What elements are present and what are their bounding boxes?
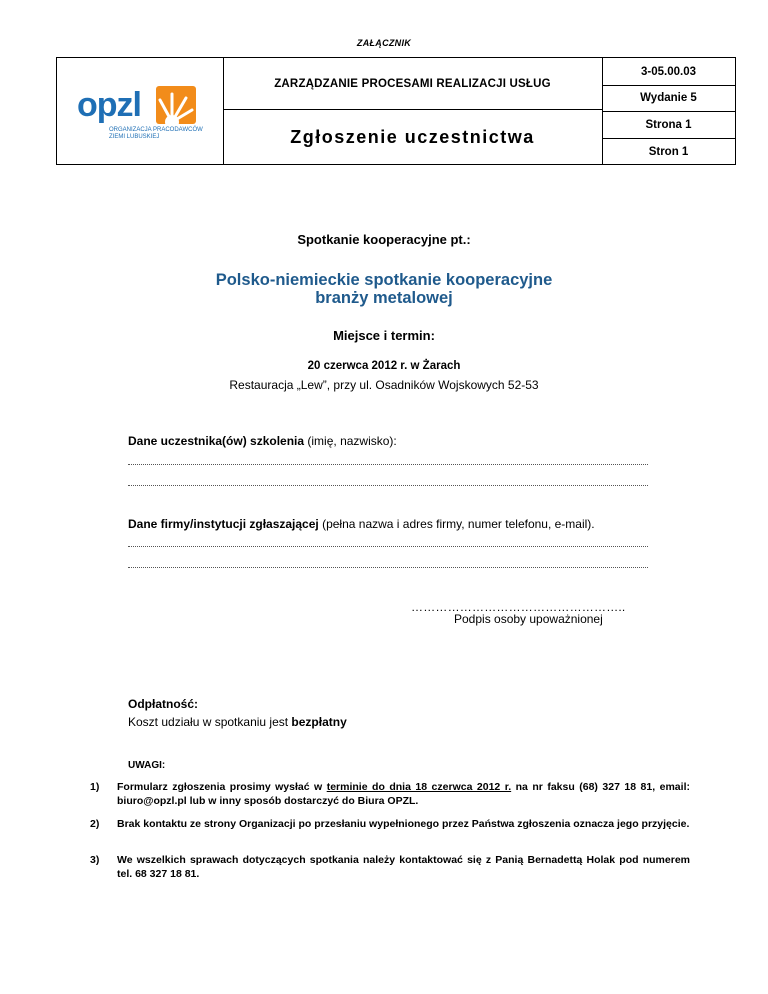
participant-field-line-1[interactable]	[128, 464, 648, 465]
meeting-title-line2: branży metalowej	[315, 289, 453, 307]
note-number: 1)	[90, 781, 100, 793]
meeting-venue: Restauracja „Lew”, przy ul. Osadników Wojskowych 52-53	[229, 378, 539, 392]
signature-line[interactable]: ……………………………………………..	[411, 600, 626, 614]
note-text	[117, 780, 690, 808]
note-number: 2)	[90, 818, 100, 830]
logo-subtitle-line1: ORGANIZACJA PRACODAWCÓW	[109, 127, 203, 133]
participant-label-rest: (imię, nazwisko):	[304, 434, 397, 448]
participant-label	[128, 434, 397, 448]
company-field-line-1[interactable]	[128, 546, 648, 547]
document-header	[56, 57, 736, 165]
logo-wordmark: opzl	[77, 86, 141, 124]
meeting-date: 20 czerwca 2012 r. w Żarach	[307, 360, 461, 372]
note-text: Brak kontaktu ze strony Organizacji po przesłaniu wypełnionego przez Państwa zgłoszenia oznacza jego przyjęcie.	[117, 818, 690, 830]
note-text: We wszelkich sprawach dotyczących spotkania należy kontaktować się z Panią Bernadettą Holak pod numerem tel. 68 327 18 81.	[117, 854, 690, 880]
note-deadline: terminie do dnia 18 czerwca 2012 r.	[326, 781, 512, 793]
form-title: Zgłoszenie uczestnictwa	[290, 126, 535, 147]
annex-label: ZAŁĄCZNIK	[356, 38, 412, 48]
meeting-title-line1: Polsko-niemieckie spotkanie kooperacyjne	[215, 271, 553, 289]
notes-label: UWAGI:	[128, 760, 166, 771]
edition: Wydanie 5	[640, 92, 697, 104]
meeting-label: Spotkanie kooperacyjne pt.:	[297, 232, 471, 247]
fee-label: Odpłatność:	[128, 697, 199, 711]
company-label-bold: Dane firmy/instytucji zgłaszającej	[128, 517, 319, 531]
note-text-pre: Formularz zgłoszenia prosimy wysłać w	[117, 781, 327, 793]
company-field-line-2[interactable]	[128, 567, 648, 568]
fee-text-bold: bezpłatny	[291, 715, 347, 729]
fee-text	[128, 715, 347, 729]
note-text-post: na nr faksu (68) 327 18 81, email: biuro@opzl.pl lub w inny sposób dostarczyć do Biura OPZL.	[117, 781, 690, 807]
logo-subtitle-line2: ZIEMI LUBUSKIEJ	[109, 134, 160, 140]
pages-total: Stron 1	[648, 145, 689, 158]
doc-number: 3-05.00.03	[641, 65, 696, 78]
place-date-label: Miejsce i termin:	[333, 328, 435, 343]
fee-text-plain: Koszt udziału w spotkaniu jest	[128, 715, 292, 729]
page-number: Strona 1	[645, 118, 692, 131]
participant-field-line-2[interactable]	[128, 485, 648, 486]
note-number: 3)	[90, 854, 100, 866]
signature-label: Podpis osoby upoważnionej	[454, 612, 603, 626]
department-name: ZARZĄDZANIE PROCESAMI REALIZACJI USŁUG	[274, 77, 551, 90]
company-label-rest: (pełna nazwa i adres firmy, numer telefonu, e-mail).	[318, 517, 595, 531]
company-label	[128, 517, 595, 531]
participant-label-bold: Dane uczestnika(ów) szkolenia	[128, 434, 305, 448]
opzl-logo	[75, 82, 205, 148]
